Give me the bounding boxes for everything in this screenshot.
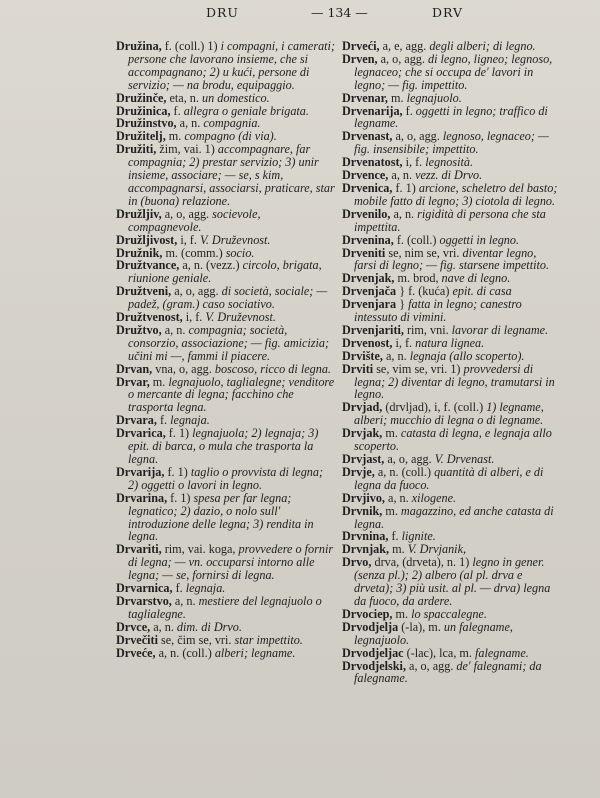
entry-headword: Drvar, xyxy=(116,374,150,389)
entry-grammar: m. xyxy=(149,374,169,389)
entry-gloss: di legno, ligneo; legnoso, legnaceo; che si occupa de' lavori in legno; — fig. impettito. xyxy=(354,51,553,92)
entry-gloss: catasta di legna, e legnaja allo scoperto. xyxy=(354,426,552,454)
entry-headword: Družljivost, xyxy=(116,232,178,247)
entry-headword: Drvenarija, xyxy=(342,103,403,118)
entry-gloss: rigidità di persona che sta impettita. xyxy=(354,206,546,234)
dictionary-entry xyxy=(342,401,558,427)
entry-gloss: accompagnare, far compagnia; 2) prestar servizio; 3) unir insieme, associare; — se, s kim, accompagnarsi, associarsi, praticare, star in (buona) relazione. xyxy=(128,142,335,208)
entry-gloss: quantità di alberi, e di legna da fuoco. xyxy=(354,464,544,492)
entry-grammar: m. brod, xyxy=(394,271,442,286)
entry-grammar: rim, vni. xyxy=(403,322,452,337)
entry-grammar: a, n. xyxy=(382,348,410,363)
entry-gloss: star impettito. xyxy=(234,632,303,647)
entry-headword: Drvenjača xyxy=(342,284,397,299)
entry-headword: Družljiv, xyxy=(116,206,162,221)
entry-gloss: legnaja (allo scoperto). xyxy=(409,348,525,363)
entry-grammar: f. (coll.) 1) xyxy=(161,39,221,53)
dictionary-entry xyxy=(342,660,558,686)
entry-headword: Družtvo, xyxy=(116,322,162,337)
entry-gloss: allegra o geniale brigata. xyxy=(183,103,309,118)
entry-gloss: V. Drvjanik, xyxy=(407,542,467,557)
entry-headword: Drvarica, xyxy=(116,426,166,441)
entry-grammar: a, n. (coll.) xyxy=(155,645,215,660)
entry-grammar: i, f. xyxy=(402,155,426,170)
entry-grammar: a, o, agg. xyxy=(161,206,213,221)
entry-gloss: oggetti in legno. xyxy=(439,232,520,247)
entry-headword: Drvociep, xyxy=(342,606,393,621)
entry-headword: Drveniti xyxy=(342,245,386,260)
entry-grammar: vna, o, agg. xyxy=(152,361,215,376)
entry-gloss: legnaja. xyxy=(170,413,210,428)
entry-headword: Drvenjara xyxy=(342,297,397,312)
entry-gloss: dim. di Drvo. xyxy=(176,619,242,634)
entry-grammar: a, n. xyxy=(384,490,412,505)
entry-grammar: f. xyxy=(388,529,402,544)
entry-headword: Družtveni, xyxy=(116,284,172,299)
entry-headword: Družinče, xyxy=(116,90,167,105)
entry-headword: Družtvance, xyxy=(116,258,180,273)
entry-gloss: compagnia; società, consorzio, associazione; — fig. amicizia; učini mi —, fammi il piacere. xyxy=(128,322,330,363)
entry-headword: Drvarija, xyxy=(116,464,165,479)
entry-gloss: circolo, brigata, riunione geniale. xyxy=(128,258,322,286)
right-column xyxy=(342,40,558,685)
entry-gloss: legnosità. xyxy=(425,155,474,170)
dictionary-entry xyxy=(342,53,558,92)
entry-gloss: legnoso, legnaceo; — fig. insensibile; impettito. xyxy=(354,129,549,157)
entry-gloss: epit. di casa xyxy=(452,284,512,299)
entry-gloss: magazzino, ed anche catasta di legna. xyxy=(354,503,554,531)
entry-gloss: spesa per far legna; legnatico; 2) dazio, o nolo sull' introduzione delle legna; 3) rendita in legna. xyxy=(128,490,314,544)
entry-gloss: degli alberi; di legno. xyxy=(429,39,536,53)
entry-gloss: nave di legno. xyxy=(441,271,511,286)
entry-grammar: se, vim se, vri. 1) xyxy=(373,361,464,376)
entry-gloss: 1) legname, alberi; mucchio di legna o di legname. xyxy=(354,400,544,428)
entry-gloss: lavorar di legname. xyxy=(451,322,549,337)
entry-grammar: a, n. xyxy=(388,168,416,183)
entry-headword: Drvjad, xyxy=(342,400,383,415)
entry-grammar: a, o, agg. xyxy=(171,284,222,299)
entry-grammar: a, o, agg. xyxy=(392,129,443,144)
entry-headword: Drvarina, xyxy=(116,490,168,505)
dictionary-entry xyxy=(116,427,336,466)
entry-grammar: a, n. xyxy=(176,116,204,131)
dictionary-entry xyxy=(342,105,558,131)
entry-gloss: oggetti in legno; traffico di legname. xyxy=(354,103,548,131)
entry-grammar: a, n. (coll.) xyxy=(374,464,435,479)
entry-grammar: f. 1) xyxy=(164,464,191,479)
left-column xyxy=(116,40,336,660)
page-number: — 134 — xyxy=(311,5,368,20)
entry-grammar: i, f. xyxy=(392,335,416,350)
entry-headword: Drvodjelja xyxy=(342,619,399,634)
entry-grammar: m. xyxy=(392,606,412,621)
entry-gloss: arcione, scheletro del basto; mobile fatto di legno; 3) ciotola di legno. xyxy=(354,180,558,208)
entry-grammar: a, o, agg. xyxy=(405,658,457,673)
entry-gloss: lignite. xyxy=(401,529,436,544)
entry-headword: Družtvenost, xyxy=(116,310,183,325)
entry-grammar: m. xyxy=(165,129,185,144)
dictionary-entry xyxy=(116,647,336,660)
entry-headword: Drvodjeljac xyxy=(342,645,404,660)
entry-headword: Drven, xyxy=(342,51,378,66)
entry-gloss: fatta in legno; canestro intessuto di vimini. xyxy=(354,297,522,325)
entry-headword: Drvenar, xyxy=(342,90,388,105)
dictionary-entry xyxy=(116,595,336,621)
entry-headword: Drvjivo, xyxy=(342,490,385,505)
dictionary-entry xyxy=(342,556,558,608)
entry-headword: Drveće, xyxy=(116,645,156,660)
entry-gloss: socievole, compagnevole. xyxy=(128,206,261,234)
entry-grammar: se, nim se, vri. xyxy=(385,245,463,260)
entry-gloss: i compagni, i camerati; persone che lavorano insieme, che si accompagnano; 2) u kući, persone di servizio; — na brodu, equipaggio. xyxy=(128,39,336,92)
entry-grammar: a, o, agg. xyxy=(384,452,435,466)
entry-headword: Drvenatost, xyxy=(342,155,403,170)
entry-gloss: provvedere o fornir di legna; — vn. occuparsi intorno alle legna; — se, fornirsi di legna. xyxy=(128,542,334,583)
entry-headword: Družnik, xyxy=(116,245,163,260)
entry-gloss: legnajuola; 2) legnaja; 3) epit. di barca, o mula che trasporta la legna. xyxy=(128,426,319,466)
entry-grammar: se, čim se, vri. xyxy=(157,632,235,647)
entry-gloss: diventar legno, farsi di legno; — fig. starsene impettito. xyxy=(354,245,549,273)
dictionary-entry xyxy=(342,505,558,531)
entry-headword: Drvarnica, xyxy=(116,581,173,596)
entry-gloss: di società, sociale; — padež, (gram.) caso sociativo. xyxy=(128,284,328,312)
entry-gloss: V. Drvenast. xyxy=(434,452,495,466)
entry-grammar: } xyxy=(396,297,409,312)
entry-grammar: (-la), m. xyxy=(398,619,444,634)
entry-headword: Drvjak, xyxy=(342,426,383,441)
entry-gloss: mestiere del legnajuolo o taglialegne. xyxy=(128,593,322,621)
entry-headword: Drvce, xyxy=(116,619,151,634)
dictionary-entry xyxy=(116,492,336,544)
entry-gloss: legnajuolo, taglialegne; venditore o mercante di legna; facchino che trasporta legna. xyxy=(128,374,335,415)
entry-grammar: žim, vai. 1) xyxy=(156,142,218,157)
entry-headword: Družina, xyxy=(116,39,162,53)
entry-gloss: alberi; legname. xyxy=(214,645,296,660)
entry-grammar: (-lac), lca, m. xyxy=(403,645,475,660)
entry-headword: Drvarstvo, xyxy=(116,593,172,608)
entry-headword: Drvenilo, xyxy=(342,206,391,221)
entry-grammar: drva, (drveta), n. 1) xyxy=(371,555,473,570)
entry-headword: Drvnina, xyxy=(342,529,389,544)
entry-headword: Drvjast, xyxy=(342,452,385,466)
entry-gloss: V. Druževnost. xyxy=(199,232,271,247)
header-right-guideword: DRV xyxy=(432,5,464,20)
entry-gloss: lo spaccalegne. xyxy=(411,606,487,621)
dictionary-entry xyxy=(342,363,558,402)
dictionary-entry xyxy=(342,247,558,273)
entry-grammar: m. xyxy=(382,426,401,441)
entry-headword: Drvara, xyxy=(116,413,157,428)
entry-grammar: a, o, agg. xyxy=(377,51,428,66)
entry-grammar: f. xyxy=(156,413,171,428)
entry-gloss: falegname. xyxy=(475,645,529,660)
dictionary-entry xyxy=(342,182,558,208)
entry-headword: Drvenost, xyxy=(342,335,393,350)
entry-grammar: rim, vai. koga, xyxy=(161,542,239,557)
entry-gloss: socio. xyxy=(225,245,255,260)
entry-gloss: de' falegnami; da falegname. xyxy=(354,658,542,686)
entry-grammar: i, f. xyxy=(177,232,200,247)
entry-headword: Drvečiti xyxy=(116,632,158,647)
dictionary-entry xyxy=(116,40,336,92)
entry-headword: Drvište, xyxy=(342,348,383,363)
entry-gloss: V. Druževnost. xyxy=(205,310,276,325)
entry-grammar: f. xyxy=(170,103,184,118)
entry-headword: Družinstvo, xyxy=(116,116,177,131)
entry-grammar: f. xyxy=(172,581,186,596)
entry-grammar: a, n. xyxy=(150,619,177,634)
entry-grammar: a, n. xyxy=(161,322,189,337)
entry-grammar: } f. (kuća) xyxy=(396,284,453,299)
entry-headword: Drvence, xyxy=(342,168,389,183)
entry-gloss: taglio o provvista di legna; 2) oggetti o lavori in legno. xyxy=(128,464,324,492)
dictionary-entry xyxy=(116,324,336,363)
entry-gloss: legnajuolo. xyxy=(406,90,462,105)
dictionary-entry xyxy=(342,298,558,324)
entry-headword: Drvenina, xyxy=(342,232,394,247)
entry-headword: Drvenica, xyxy=(342,180,393,195)
entry-grammar: m. (comm.) xyxy=(162,245,226,260)
entry-headword: Drvnjak, xyxy=(342,542,390,557)
entry-headword: Drviti xyxy=(342,361,374,376)
dictionary-entry xyxy=(116,543,336,582)
entry-headword: Drvodjelski, xyxy=(342,658,406,673)
dictionary-entry xyxy=(116,259,336,285)
dictionary-entry xyxy=(342,427,558,453)
entry-gloss: legno in gener. (senza pl.); 2) albero (al pl. drva e drveta); 3) più usit. al pl. — drva) legna da fuoco, da ardere. xyxy=(354,555,551,608)
entry-grammar: a, n. (vezz.) xyxy=(179,258,243,273)
entry-grammar: f. (coll.) xyxy=(393,232,440,247)
entry-grammar: (drvljad), i, f. (coll.) xyxy=(382,400,487,415)
entry-grammar: m. xyxy=(389,542,408,557)
entry-headword: Drvenjariti, xyxy=(342,322,404,337)
entry-grammar: a, e, agg. xyxy=(379,39,430,53)
entry-headword: Družinica, xyxy=(116,103,171,118)
entry-gloss: un domestico. xyxy=(201,90,270,105)
entry-headword: Drveći, xyxy=(342,39,380,53)
entry-grammar: a, n. xyxy=(171,593,199,608)
entry-grammar: f. xyxy=(402,103,416,118)
entry-headword: Drvo, xyxy=(342,555,372,570)
entry-headword: Drvenast, xyxy=(342,129,393,144)
dictionary-entry xyxy=(116,466,336,492)
dictionary-entry xyxy=(116,208,336,234)
dictionary-entry xyxy=(116,143,336,208)
dictionary-entry xyxy=(342,130,558,156)
entry-gloss: xilogene. xyxy=(411,490,457,505)
entry-gloss: un falegname, legnajuolo. xyxy=(354,619,513,647)
entry-gloss: natura lignea. xyxy=(415,335,485,350)
dictionary-entry xyxy=(342,208,558,234)
entry-headword: Družiti, xyxy=(116,142,157,157)
entry-gloss: legnaja. xyxy=(185,581,226,596)
dictionary-entry xyxy=(342,621,558,647)
entry-headword: Drvnik, xyxy=(342,503,383,518)
entry-gloss: compagnia. xyxy=(203,116,261,131)
entry-grammar: f. 1) xyxy=(167,490,194,505)
entry-headword: Drvariti, xyxy=(116,542,162,557)
entry-grammar: f. 1) xyxy=(165,426,193,441)
entry-headword: Družitelj, xyxy=(116,129,166,144)
entry-gloss: vezz. di Drvo. xyxy=(415,168,483,183)
entry-gloss: provvedersi di legna; 2) diventar di legno, tramutarsi in legno. xyxy=(354,361,555,402)
entry-headword: Drvje, xyxy=(342,464,375,479)
dictionary-entry xyxy=(116,376,336,415)
dictionary-entry xyxy=(342,466,558,492)
dictionary-entry xyxy=(116,285,336,311)
entry-grammar: a, n. xyxy=(390,206,418,221)
page-header xyxy=(0,2,600,24)
entry-headword: Drvan, xyxy=(116,361,153,376)
entry-headword: Drvenjak, xyxy=(342,271,395,286)
entry-grammar: i, f. xyxy=(182,310,206,325)
header-left-guideword: DRU xyxy=(206,5,239,20)
entry-grammar: f. 1) xyxy=(392,180,419,195)
entry-grammar: eta, n. xyxy=(166,90,202,105)
entry-gloss: boscoso, ricco di legna. xyxy=(214,361,331,376)
entry-gloss: compagno (di via). xyxy=(184,129,277,144)
entry-grammar: m. xyxy=(382,503,401,518)
entry-grammar: m. xyxy=(387,90,407,105)
